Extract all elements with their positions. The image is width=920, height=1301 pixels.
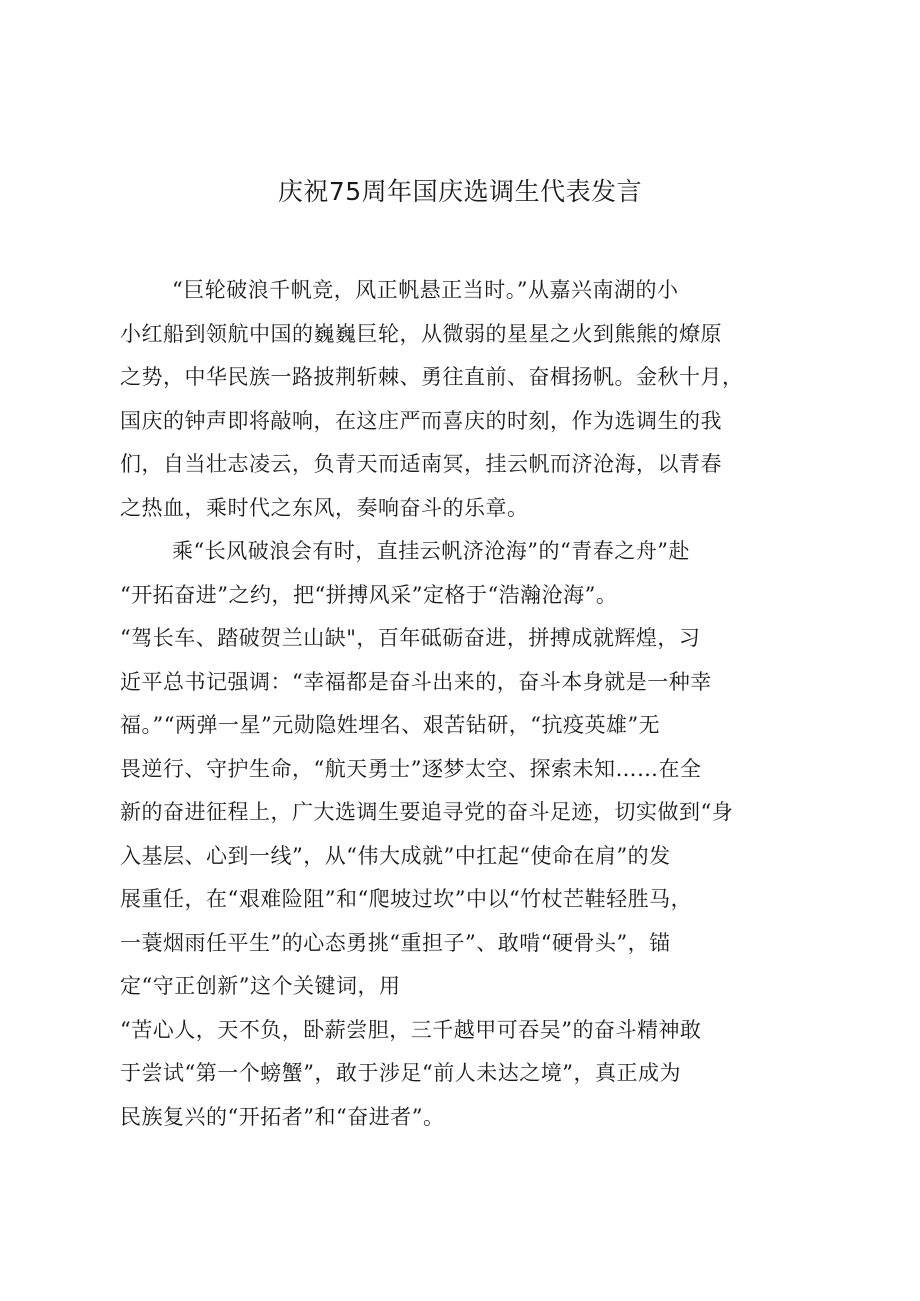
body-line-11: 福。”“两弹一星”元勋隐姓埋名、艰苦钻研，“抗疫英雄”无 <box>120 713 661 737</box>
body-line-6: 之热血，乘时代之东风，奏响奋斗的乐章。 <box>120 495 529 520</box>
body-line-20: 民族复兴的“开拓者”和“奋进者”。 <box>120 1104 445 1129</box>
body-line-10: 近平总书记强调：“幸福都是奋斗出来的，奋斗本身就是一种幸 <box>120 669 712 694</box>
body-line-17: 定“守正创新”这个关键词，用 <box>120 974 401 998</box>
body-line-4: 国庆的钟声即将敲响，在这庄严而喜庆的时刻，作为选调生的我 <box>120 408 722 433</box>
body-line-13: 新的奋进征程上，广大选调生要追寻党的奋斗足迹，切实做到“身 <box>120 800 734 824</box>
body-line-8: “开拓奋进”之约，把“拼搏风采”定格于“浩瀚沧海”。 <box>120 582 618 607</box>
document-body <box>120 269 812 1139</box>
body-line-12: 畏逆行、守护生命，“航天勇士”逐梦太空、探索未知……在全 <box>120 756 702 781</box>
body-line-16: 一蓑烟雨任平生”的心态勇挑“重担子”、敢啃“硬骨头”，锚 <box>120 930 671 955</box>
body-line-2: 小红船到领航中国的巍巍巨轮，从微弱的星星之火到熊熊的燎原 <box>120 321 722 346</box>
body-line-7: 乘“长风破浪会有时，直挂云帆济沧海”的“青春之舟”赴 <box>172 539 690 563</box>
body-line-15: 展重任，在“艰难险阻”和“爬坡过坎”中以“竹杖芒鞋轻胜马， <box>120 887 693 911</box>
body-line-5: 们，自当壮志凌云，负青天而适南冥，挂云帆而济沧海，以青春 <box>120 452 722 476</box>
body-line-18: “苦心人，天不负，卧薪尝胆，三千越甲可吞吴”的奋斗精神敢 <box>120 1017 702 1042</box>
body-line-3: 之势，中华民族一路披荆斩棘、勇往直前、奋楫扬帆。金秋十月， <box>120 365 744 389</box>
body-line-14: 入基层、心到一线”，从“伟大成就”中扛起“使命在肩”的发 <box>120 843 671 868</box>
body-line-9: “驾长车、踏破贺兰山缺"，百年砥砺奋进，拼搏成就辉煌，习 <box>120 626 701 650</box>
body-line-1: “巨轮破浪千帆竞，风正帆悬正当时。”从嘉兴南湖的小 <box>172 278 679 302</box>
document-title: 庆祝75周年国庆选调生代表发言 <box>277 177 643 206</box>
body-line-19: 于尝试“第一个螃蟹”，敢于涉足“前人未达之境”，真正成为 <box>120 1061 681 1085</box>
